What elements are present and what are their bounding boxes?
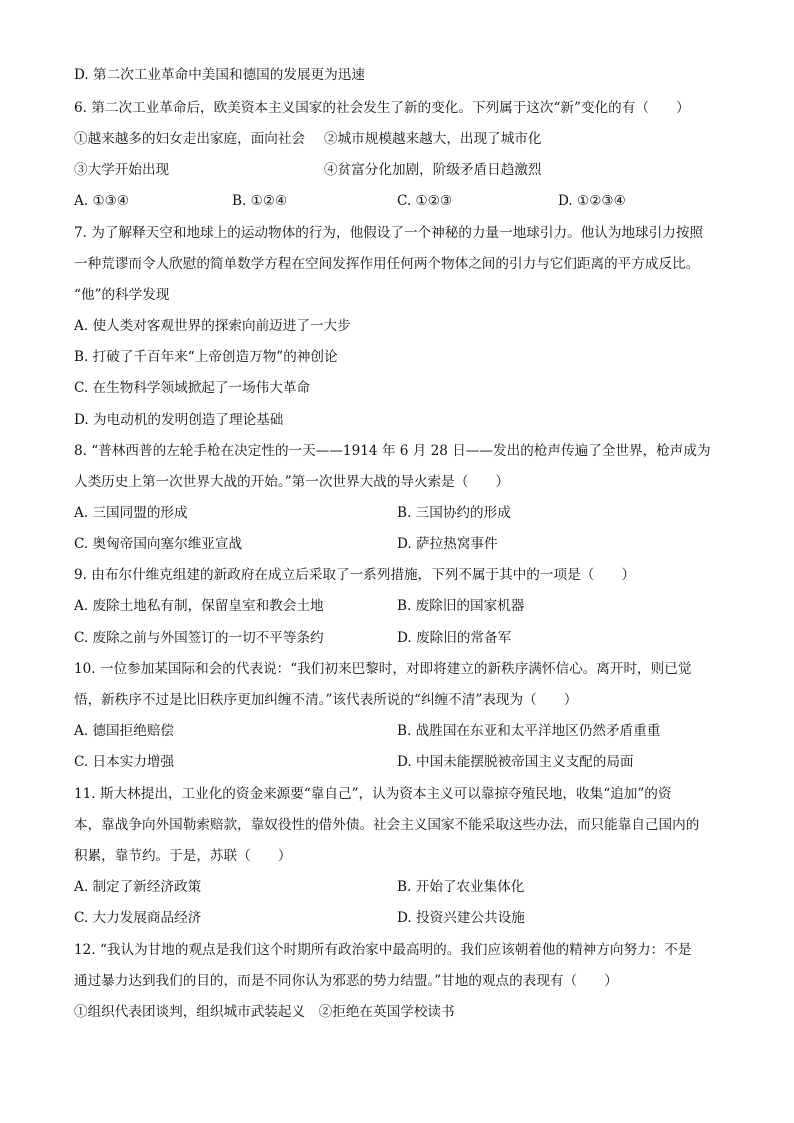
q11-stem-line-3: 积累，靠节约。于是，苏联（ ） xyxy=(74,848,292,864)
q9-option-d: D. 废除旧的常备军 xyxy=(397,630,512,646)
q7-stem-line-2: 一种荒谬而令人欣慰的简单数学方程在空间发挥作用任何两个物体之间的引力与它们距离的平方成反比。 xyxy=(74,256,700,272)
q11-stem-line-1: 11. 斯大林提出，工业化的资金来源要“靠自己”，认为资本主义可以靠掠夺殖民地，收集“追加”的资 xyxy=(74,786,672,802)
q8-stem-line-2: 人类历史上第一次世界大战的开始。”第一次世界大战的导火索是（ ） xyxy=(74,474,510,490)
q6-item-1: ①越来越多的妇女走出家庭，面向社会 xyxy=(74,131,306,147)
q9-stem: 9. 由布尔什维克组建的新政府在成立后采取了一系列措施，下列不属于其中的一项是（ ） xyxy=(74,567,636,583)
q7-stem-line-1: 7. 为了解释天空和地球上的运动物体的行为，他假设了一个神秘的力量一地球引力。他认为地球引力按照 xyxy=(74,225,704,241)
q9-option-c: C. 废除之前与外国签订的一切不平等条约 xyxy=(74,630,324,646)
q12-stem-line-2: 通过暴力达到我们的目的，而是不同你认为邪恶的势力结盟。”甘地的观点的表现有（ ） xyxy=(74,973,618,989)
q7-option-a: A. 使人类对客观世界的探索向前迈进了一大步 xyxy=(74,318,351,334)
q6-option-d: D. ①②③④ xyxy=(558,193,626,209)
q11-option-c: C. 大力发展商品经济 xyxy=(74,910,202,926)
q6-option-b: B. ①②④ xyxy=(232,193,288,209)
q12-stem-line-1: 12. “我认为甘地的观点是我们这个时期所有政治家中最高明的。我们应该朝着他的精神方向努力：不是 xyxy=(74,942,692,958)
q8-option-b: B. 三国协约的形成 xyxy=(397,505,511,521)
q7-option-b: B. 打破了千百年来“上帝创造万物”的神创论 xyxy=(74,349,338,365)
q11-option-a: A. 制定了新经济政策 xyxy=(74,879,202,895)
q10-option-b: B. 战胜国在东亚和太平洋地区仍然矛盾重重 xyxy=(397,723,661,739)
q10-option-d: D. 中国未能摆脱被帝国主义支配的局面 xyxy=(397,754,634,770)
q6-option-c: C. ①②③ xyxy=(397,193,453,209)
q6-item-2: ②城市规模越来越大，出现了城市化 xyxy=(324,131,542,147)
q10-option-c: C. 日本实力增强 xyxy=(74,754,175,770)
q9-option-b: B. 废除旧的国家机器 xyxy=(397,598,525,614)
q7-option-c: C. 在生物科学领域掀起了一场伟大革命 xyxy=(74,380,311,396)
q7-option-d: D. 为电动机的发明创造了理论基础 xyxy=(74,412,284,428)
q7-stem-line-3: “他”的科学发现 xyxy=(74,287,170,303)
q11-option-d: D. 投资兴建公共设施 xyxy=(397,910,525,926)
q6-item-4: ④贫富分化加剧，阶级矛盾日趋激烈 xyxy=(324,162,542,178)
q8-option-d: D. 萨拉热窝事件 xyxy=(397,536,498,552)
q8-stem-line-1: 8. “普林西普的左轮手枪在决定性的一天——1914 年 6 月 28 日——发出的枪声传遍了全世界，枪声成为 xyxy=(74,443,711,459)
q10-stem-line-2: 悟，新秩序不过是比旧秩序更加纠缠不清。”该代表所说的“纠缠不清”表现为（ ） xyxy=(74,692,578,708)
q6-item-3: ③大学开始出现 xyxy=(74,162,170,178)
q9-option-a: A. 废除土地私有制，保留皇室和教会土地 xyxy=(74,598,324,614)
q11-option-b: B. 开始了农业集体化 xyxy=(397,879,525,895)
q5-option-d: D. 第二次工业革命中美国和德国的发展更为迅速 xyxy=(74,67,365,83)
q11-stem-line-2: 本，靠战争向外国勒索赔款，靠奴役性的借外债。社会主义国家不能采取这些办法，而只能靠自己国内的 xyxy=(74,817,700,833)
q8-option-a: A. 三国同盟的形成 xyxy=(74,505,188,521)
q6-option-a: A. ①③④ xyxy=(74,193,130,209)
q12-items: ①组织代表团谈判，组织城市武装起义 ②拒绝在英国学校读书 xyxy=(74,1004,455,1020)
q6-stem: 6. 第二次工业革命后，欧美资本主义国家的社会发生了新的变化。下列属于这次“新”变化的有（ ） xyxy=(74,100,690,116)
q8-option-c: C. 奥匈帝国向塞尔维亚宣战 xyxy=(74,536,243,552)
q10-option-a: A. 德国拒绝赔偿 xyxy=(74,723,175,739)
q10-stem-line-1: 10. 一位参加某国际和会的代表说：“我们初来巴黎时，对即将建立的新秩序满怀信心。离开时，则已觉 xyxy=(74,661,692,677)
